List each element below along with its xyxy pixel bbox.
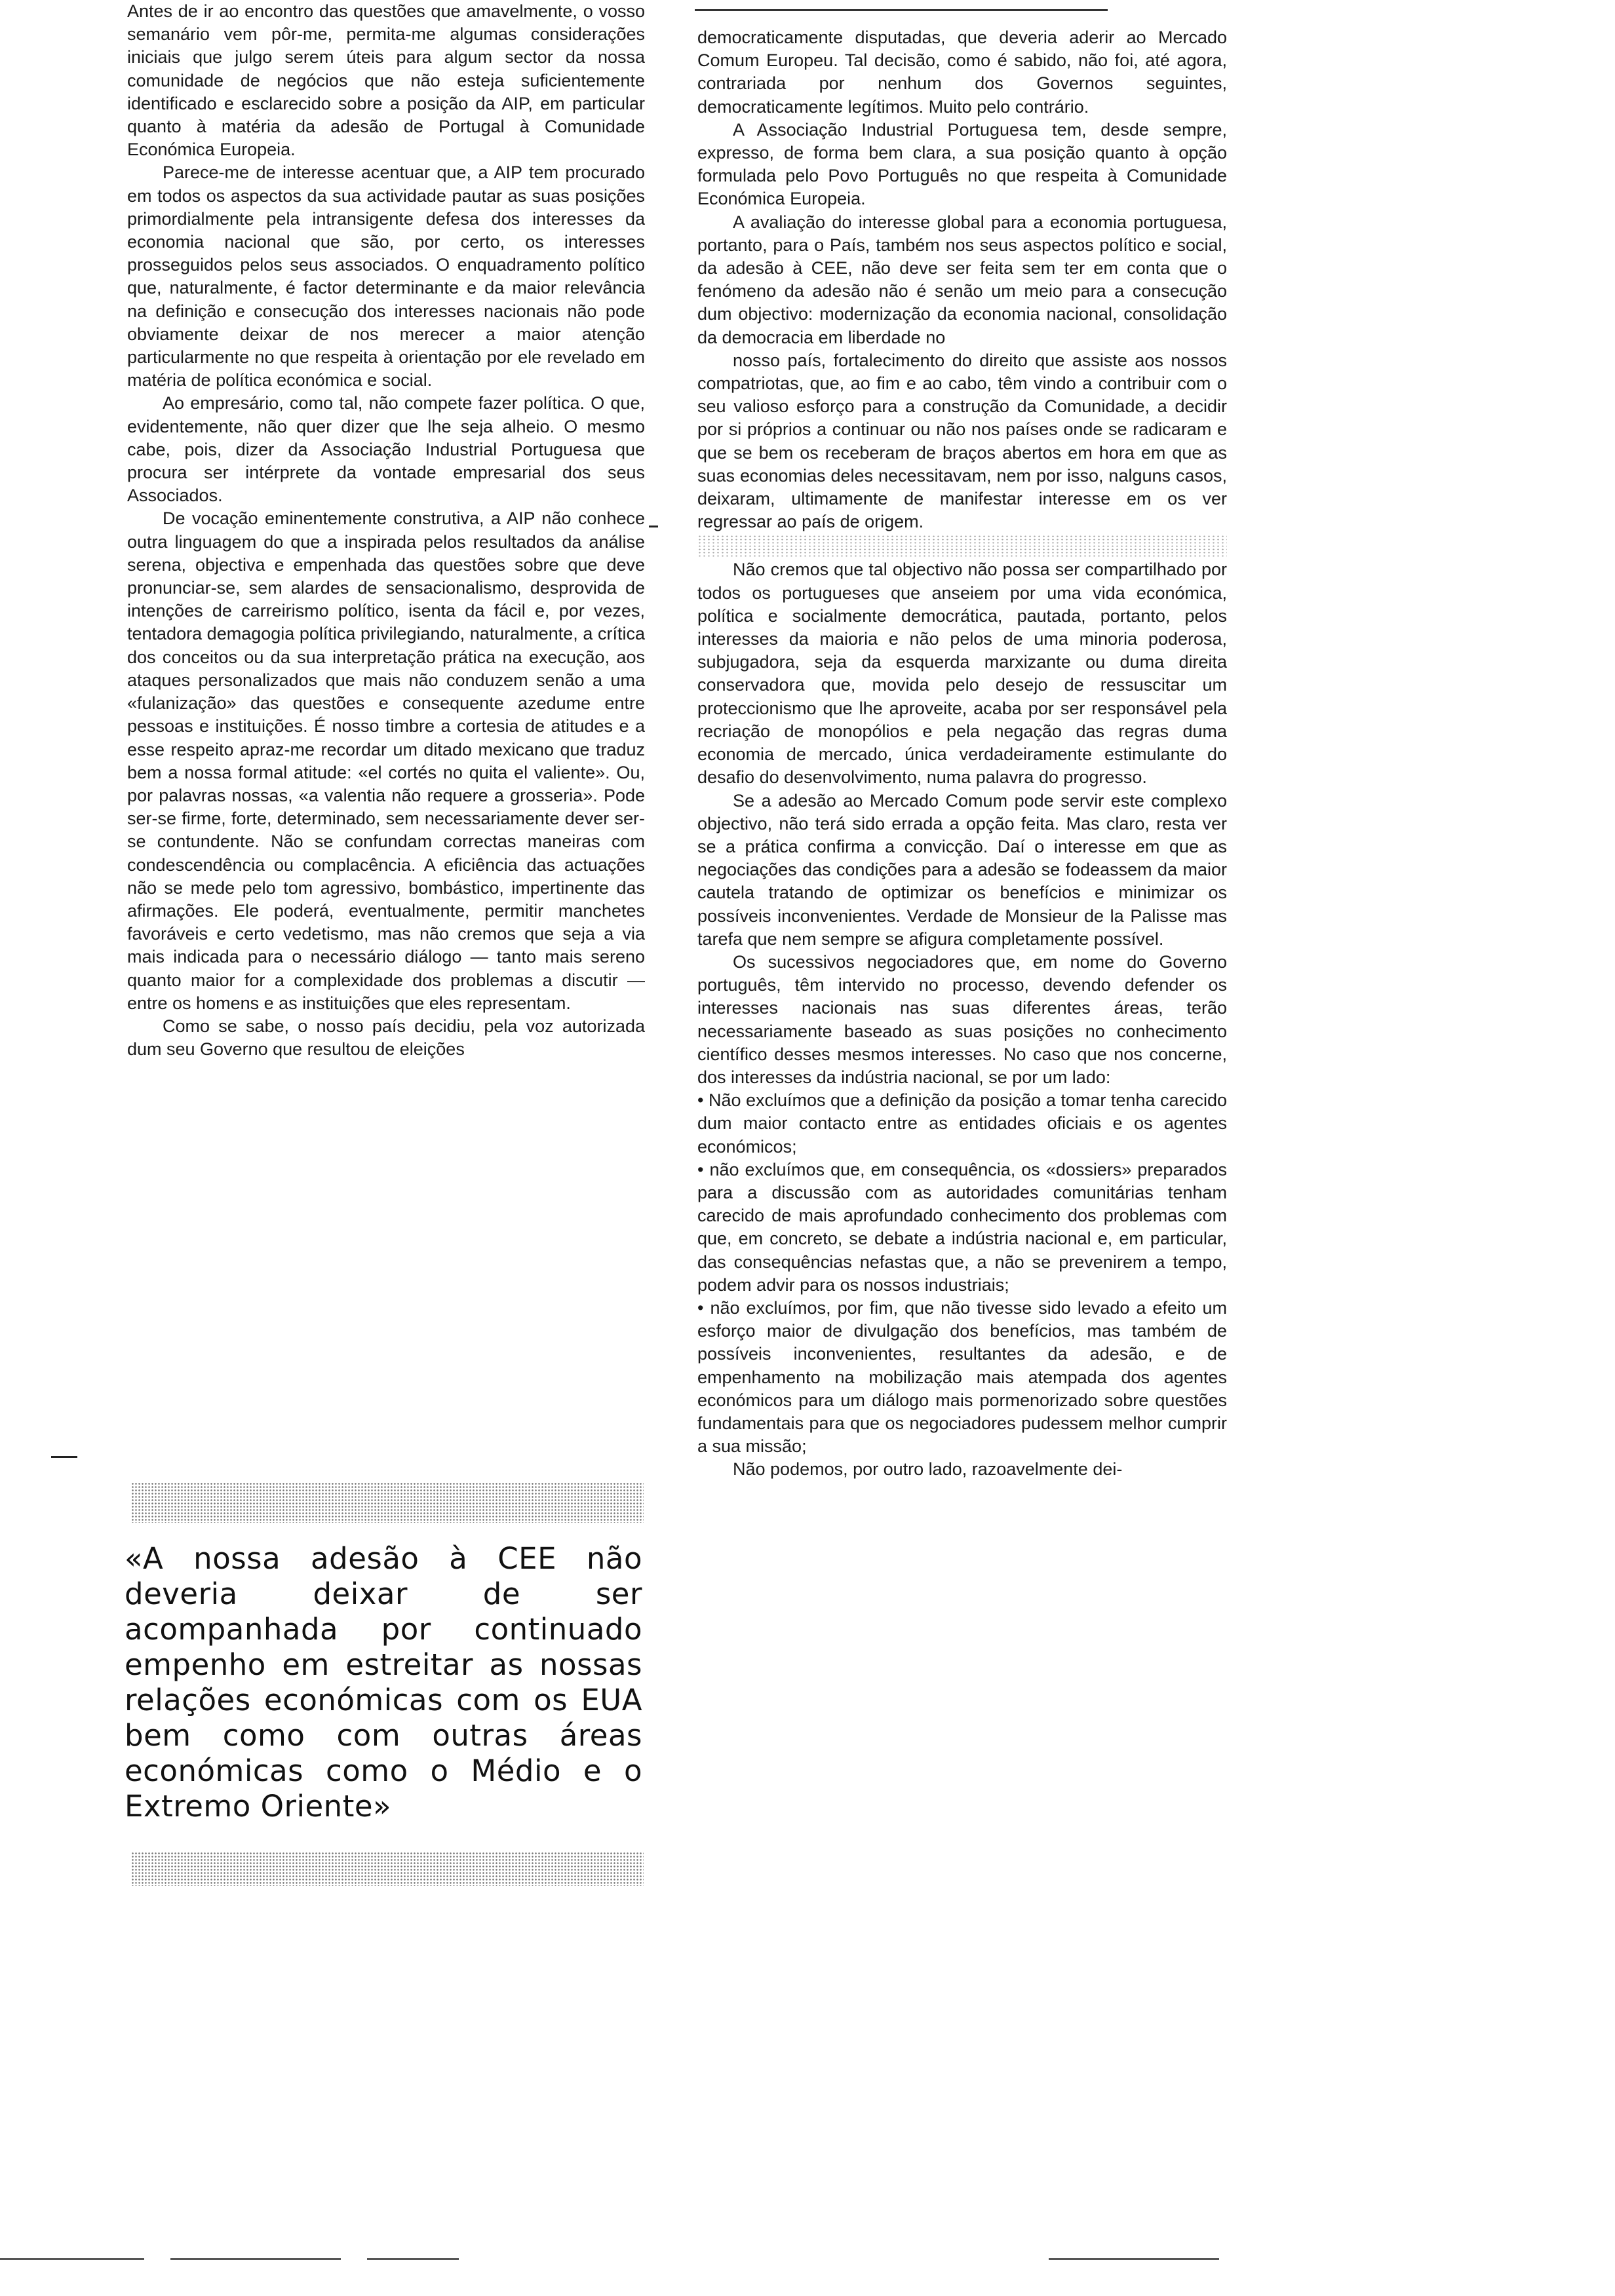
paragraph: Não cremos que tal objectivo não possa ser compartilhado por todos os portugueses que anseiem por uma vida económica, política e socialmente democrática, pautada, portanto, pelos interesses da maioria e não pelos de uma minoria poderosa, subjugadora, seja da esquerda marxizante ou duma direita conservadora que, movida pelo desejo de ressuscitar um proteccionismo que lhe aproveite, acaba por ser responsável pela recriação de monopólios e pela negação das regras duma economia de mercado, única verdadeiramente estimulante do desafio do desenvolvimento, numa palavra do progresso. [697,560,1227,788]
paragraph: Ao empresário, como tal, não compete fazer política. O que, evidentemente, não quer dizer que lhe seja alheio. O mesmo cabe, pois, dizer da Associação Industrial Portuguesa que procura ser intérprete da vontade empresarial dos seus Associados. [127,393,645,506]
paragraph: nosso país, fortalecimento do direito que assiste aos nossos compatriotas, que, ao fim e ao cabo, têm vindo a contribuir com o seu valioso esforço para a construção da Comunidade, a decidir por si próprios a continuar ou não nos países onde se radicaram e que se bem os receberam de braços abertos em hora em que as suas economias deles necessitavam, nem por isso, nalguns casos, deixaram, ultimamente de manifestar interesse em os ver regressar ao país de origem. [697,350,1227,532]
bullet-item: • não excluímos que, em consequência, os «dossiers» preparados para a discussão com as autoridades comunitárias tenham carecido de mais aprofundado conhecimento dos problemas com que, em concreto, se debate a indústria nacional e, em particular, das consequências nefastas que, a não se prevenirem a tempo, podem advir para os nossos industriais; [697,1159,1227,1295]
paragraph: De vocação eminentemente construtiva, a AIP não conhece outra linguagem do que a inspirada pelos resultados da análise serena, objectiva e empenhada das questões sobre que deve pronunciar-se, sem alardes de sensacionalismo, desprovida de intenções de carreirismo político, isenta da fácil e, por vezes, tentadora demagogia política privilegiando, naturalmente, a crítica dos conceitos ou da sua interpretação prática na execução, aos ataques personalizados que mais não conduzem senão a uma «fulanização» das questões e consequente azedume entre pessoas e instituições. É nosso timbre a cortesia de atitudes e a esse respeito apraz-me recordar um ditado mexicano que traduz bem a nossa formal atitude: «el cortés no quita el valiente». Ou, por palavras nossas, «a valentia não requere a grosseria». Pode ser-se firme, forte, determinado, sem necessariamente dever ser-se contundente. Não se confundam correctas maneiras com condescendência ou complacência. A eficiência das actuações não se mede pelo tom agressivo, bombástico, impertinente das afirmações. Ele poderá, eventualmente, permitir manchetes favoráveis e certo vedetismo, mas não cremos que seja a via mais indicada para o necessário diálogo — tanto mais sereno quanto maior for a complexidade dos problemas a discutir — entre os homens e as instituições que eles representam. [127,508,645,1013]
paragraph: Não podemos, por outro lado, razoavelmente dei- [733,1459,1123,1480]
footer-scan-line [0,2258,144,2260]
footer-scan-line [170,2258,341,2260]
top-rule [695,9,1108,11]
bullet-item: • Não excluímos que a definição da posição a tomar tenha carecido dum maior contacto entre as entidades oficiais e os agentes económicos; [697,1090,1227,1157]
paragraph: A avaliação do interesse global para a economia portuguesa, portanto, para o País, também nos seus aspectos político e social, da adesão à CEE, não deve ser feita sem ter em conta que o fenómeno da adesão não é senão um meio para a consecução dum objectivo: modernização da economia nacional, consolidação da democracia em liberdade no [697,212,1227,347]
paragraph: A Associação Industrial Portuguesa tem, desde sempre, expresso, de forma bem clara, a sua posição quanto à opção formulada pelo Povo Português no que respeita à Comunidade Económica Europeia. [697,119,1227,209]
pull-quote: «A nossa adesão à CEE não deveria deixar de ser acompanhada por continuado empenho em estreitar as nossas relações económicas com os EUA bem como com outras áreas económicas como o Médio e o Extremo Oriente» [125,1541,642,1824]
right-column [697,26,1227,1482]
scan-noise-divider [697,535,1227,557]
pull-quote-top-band [131,1482,644,1523]
paragraph: democraticamente disputadas, que deveria aderir ao Mercado Comum Europeu. Tal decisão, como é sabido, não foi, até agora, contrariada por nenhum dos Governos seguintes, democraticamente legítimos. Muito pelo contrário. [697,28,1227,117]
paragraph: Parece-me de interesse acentuar que, a AIP tem procurado em todos os aspectos da sua actividade pautar as suas posições primordialmente pela intransigente defesa dos interesses da economia nacional que são, por certo, os interesses prosseguidos pelos seus associados. O enquadramento político que, naturalmente, é factor determinante e da maior relevância na definição e consecução dos interesses nacionais não pode obviamente deixar de nos merecer a maior atenção particularmente no que respeita à orientação por ele revelado em matéria de política económica e social. [127,163,645,391]
pull-quote-bottom-band [131,1852,644,1886]
paragraph: Como se sabe, o nosso país decidiu, pela voz autorizada dum seu Governo que resultou de eleições [127,1016,645,1060]
footer-scan-line [1049,2258,1219,2260]
paragraph: Antes de ir ao encontro das questões que amavelmente, o vosso semanário vem pôr-me, permita-me algumas considerações iniciais que julgo serem úteis para algum sector da nossa comunidade de negócios que não esteja suficientemente identificado e esclarecido sobre a posição da AIP, em particular quanto à matéria da adesão de Portugal à Comunidade Económica Europeia. [127,1,645,160]
left-column [127,0,645,1061]
margin-mark [51,1456,77,1458]
footer-scan-line [367,2258,459,2260]
margin-mark [649,526,658,527]
bullet-item: • não excluímos, por fim, que não tivesse sido levado a efeito um esforço maior de divulgação dos benefícios, mas também de possíveis inconvenientes, resultantes da adesão, e de empenhamento na mobilização mais atempada dos agentes económicos para um diálogo mais pormenorizado sobre questões fundamentais para que os negociadores pudessem melhor cumprir a sua missão; [697,1297,1227,1457]
paragraph: Se a adesão ao Mercado Comum pode servir este complexo objectivo, não terá sido errada a opção feita. Mas claro, resta ver se a prática confirma a convicção. Daí o interesse em que as negociações das condições para a adesão se fodeassem da maior cautela tratando de optimizar os benefícios e minimizar os possíveis inconvenientes. Verdade de Monsieur de la Palisse mas tarefa que nem sempre se afigura completamente possível. [697,790,1227,949]
paragraph: Os sucessivos negociadores que, em nome do Governo português, têm intervido no processo, devendo defender os interesses nacionais nas suas diferentes áreas, terão necessariamente baseado as suas posições no conhecimento científico desses mesmos interesses. No caso que nos concerne, dos interesses da indústria nacional, se por um lado: [697,951,1227,1087]
